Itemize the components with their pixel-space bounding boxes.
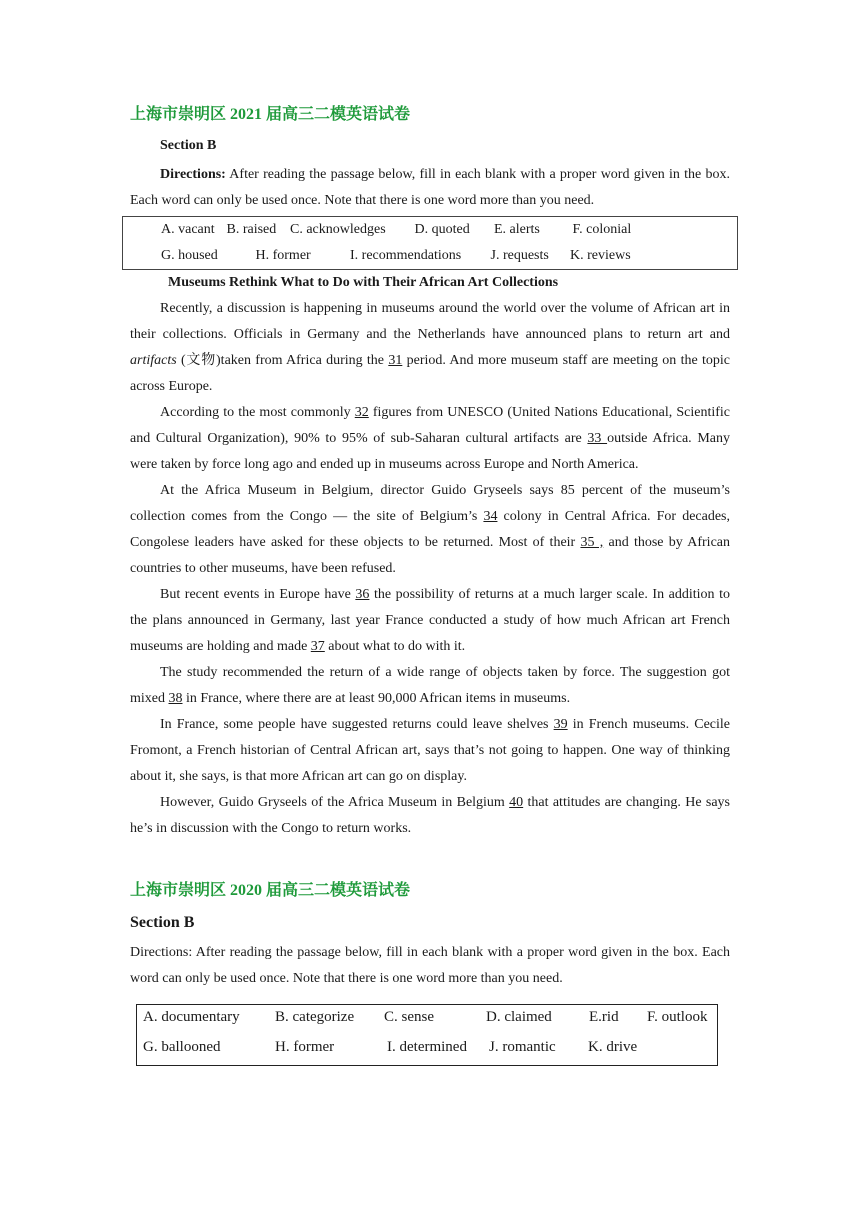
word-option: A. documentary xyxy=(143,1009,240,1025)
text: The study recommended the return of a wide range of objects taken by force. The suggestion got mixed xyxy=(130,665,730,706)
word-option: I. recommendations xyxy=(350,248,462,263)
word-option: A. vacant xyxy=(161,222,215,237)
directions-2020: Directions: After reading the passage below, fill in each blank with a proper word given in the box. Each word can only be used once. Note that there is one word more than you need. xyxy=(130,945,730,986)
blank-38: 38 xyxy=(168,691,183,706)
blank-31: 31 xyxy=(388,353,403,368)
paragraph-1 xyxy=(130,296,730,400)
text: the possibility of returns at a much larger scale. In addition to the plans announced in Germany, last year France conducted a study of how much African art French museums are holding and made xyxy=(130,587,730,654)
word-option: D. claimed xyxy=(486,1009,552,1025)
word-option: E.rid xyxy=(589,1009,619,1025)
text: In France, some people have suggested returns could leave shelves xyxy=(160,717,554,732)
word-option: E. alerts xyxy=(494,222,540,237)
word-option: B. raised xyxy=(226,222,277,237)
word-option: H. former xyxy=(255,248,311,263)
blank-39: 39 xyxy=(553,717,568,732)
word-box-row-1 xyxy=(161,217,737,243)
text: But recent events in Europe have xyxy=(160,587,356,602)
paragraph-7 xyxy=(130,790,730,842)
text: colony in Central Africa. For decades, Congolese leaders have asked for these objects to be returned. Most of their xyxy=(130,509,730,550)
word-option: J. romantic xyxy=(489,1039,556,1055)
paragraph-2 xyxy=(130,400,730,478)
blank-37: 37 xyxy=(310,639,325,654)
blank-34: 34 xyxy=(483,509,498,524)
directions-2021 xyxy=(130,162,730,214)
heading-2021: 上海市崇明区 2021 届高三二模英语试卷 xyxy=(130,106,411,123)
section-2020 xyxy=(130,880,730,1066)
text: Recently, a discussion is happening in museums around the world over the volume of African art in their collections. Officials in Germany and the Netherlands have announced plans to return art and xyxy=(130,301,730,342)
paragraph-5 xyxy=(130,660,730,712)
blank-40: 40 xyxy=(509,795,524,810)
directions-text: After reading the passage below, fill in each blank with a proper word given in the box. Each word can only be used once. Note that there is one word more than you need. xyxy=(130,167,730,208)
word-option: D. quoted xyxy=(414,222,470,237)
section-label-2020: Section B xyxy=(130,914,195,931)
word-option: K. reviews xyxy=(570,248,631,263)
word-option: F. outlook xyxy=(647,1009,708,1025)
word-option: I. determined xyxy=(387,1039,467,1055)
text: outside Africa. Many were taken by force long ago and ended up in museums across Europe and North America. xyxy=(130,431,730,472)
word-option: C. sense xyxy=(384,1009,434,1025)
text: (文物)taken from Africa during the xyxy=(176,353,389,368)
blank-32: 32 xyxy=(354,405,369,420)
text: in French museums. Cecile Fromont, a French historian of Central African art, says that’s not going to happen. One way of thinking about it, she says, is that more African art can go on display. xyxy=(130,717,730,784)
text: period. And more museum staff are meeting on the topic across Europe. xyxy=(130,353,730,394)
paragraph-6 xyxy=(130,712,730,790)
section-label-2021: Section B xyxy=(160,138,217,153)
text: figures from UNESCO (United Nations Educational, Scientific and Cultural Organization), 90% to 95% of sub-Saharan cultural artifacts are xyxy=(130,405,730,446)
word-option: K. drive xyxy=(588,1039,638,1055)
text: and those by African countries to other museums, have been refused. xyxy=(130,535,731,576)
text: about what to do with it. xyxy=(324,639,466,654)
word-option: J. requests xyxy=(490,248,549,263)
text: According to the most commonly xyxy=(160,405,355,420)
directions-label: Directions: xyxy=(160,167,226,182)
text: that attitudes are changing. He says he’s in discussion with the Congo to return works. xyxy=(130,795,730,836)
word-option: F. colonial xyxy=(572,222,632,237)
word-option: G. ballooned xyxy=(143,1039,221,1055)
passage-title: Museums Rethink What to Do with Their African Art Collections xyxy=(168,275,559,290)
blank-33: 33 xyxy=(587,431,608,446)
word-option: G. housed xyxy=(161,248,218,263)
text: in France, where there are at least 90,000 African items in museums. xyxy=(182,691,571,706)
word-box-2021 xyxy=(122,216,738,270)
document-page xyxy=(130,104,730,1066)
blank-36: 36 xyxy=(355,587,370,602)
blank-35: 35 , xyxy=(580,535,604,550)
word-option: H. former xyxy=(275,1039,335,1055)
word-box-2020 xyxy=(136,1004,718,1066)
word-box-row-2 xyxy=(161,243,737,269)
word-option: B. categorize xyxy=(275,1009,355,1025)
paragraph-3 xyxy=(130,478,730,582)
text: At the Africa Museum in Belgium, director Guido Gryseels says 85 percent of the museum’s collection comes from the Congo — the site of Belgium’s xyxy=(130,483,730,524)
word-option: C. acknowledges xyxy=(290,222,386,237)
italic-term: artifacts xyxy=(130,353,177,368)
text: However, Guido Gryseels of the Africa Museum in Belgium xyxy=(160,795,510,810)
heading-2020: 上海市崇明区 2020 届高三二模英语试卷 xyxy=(130,882,411,899)
paragraph-4 xyxy=(130,582,730,660)
